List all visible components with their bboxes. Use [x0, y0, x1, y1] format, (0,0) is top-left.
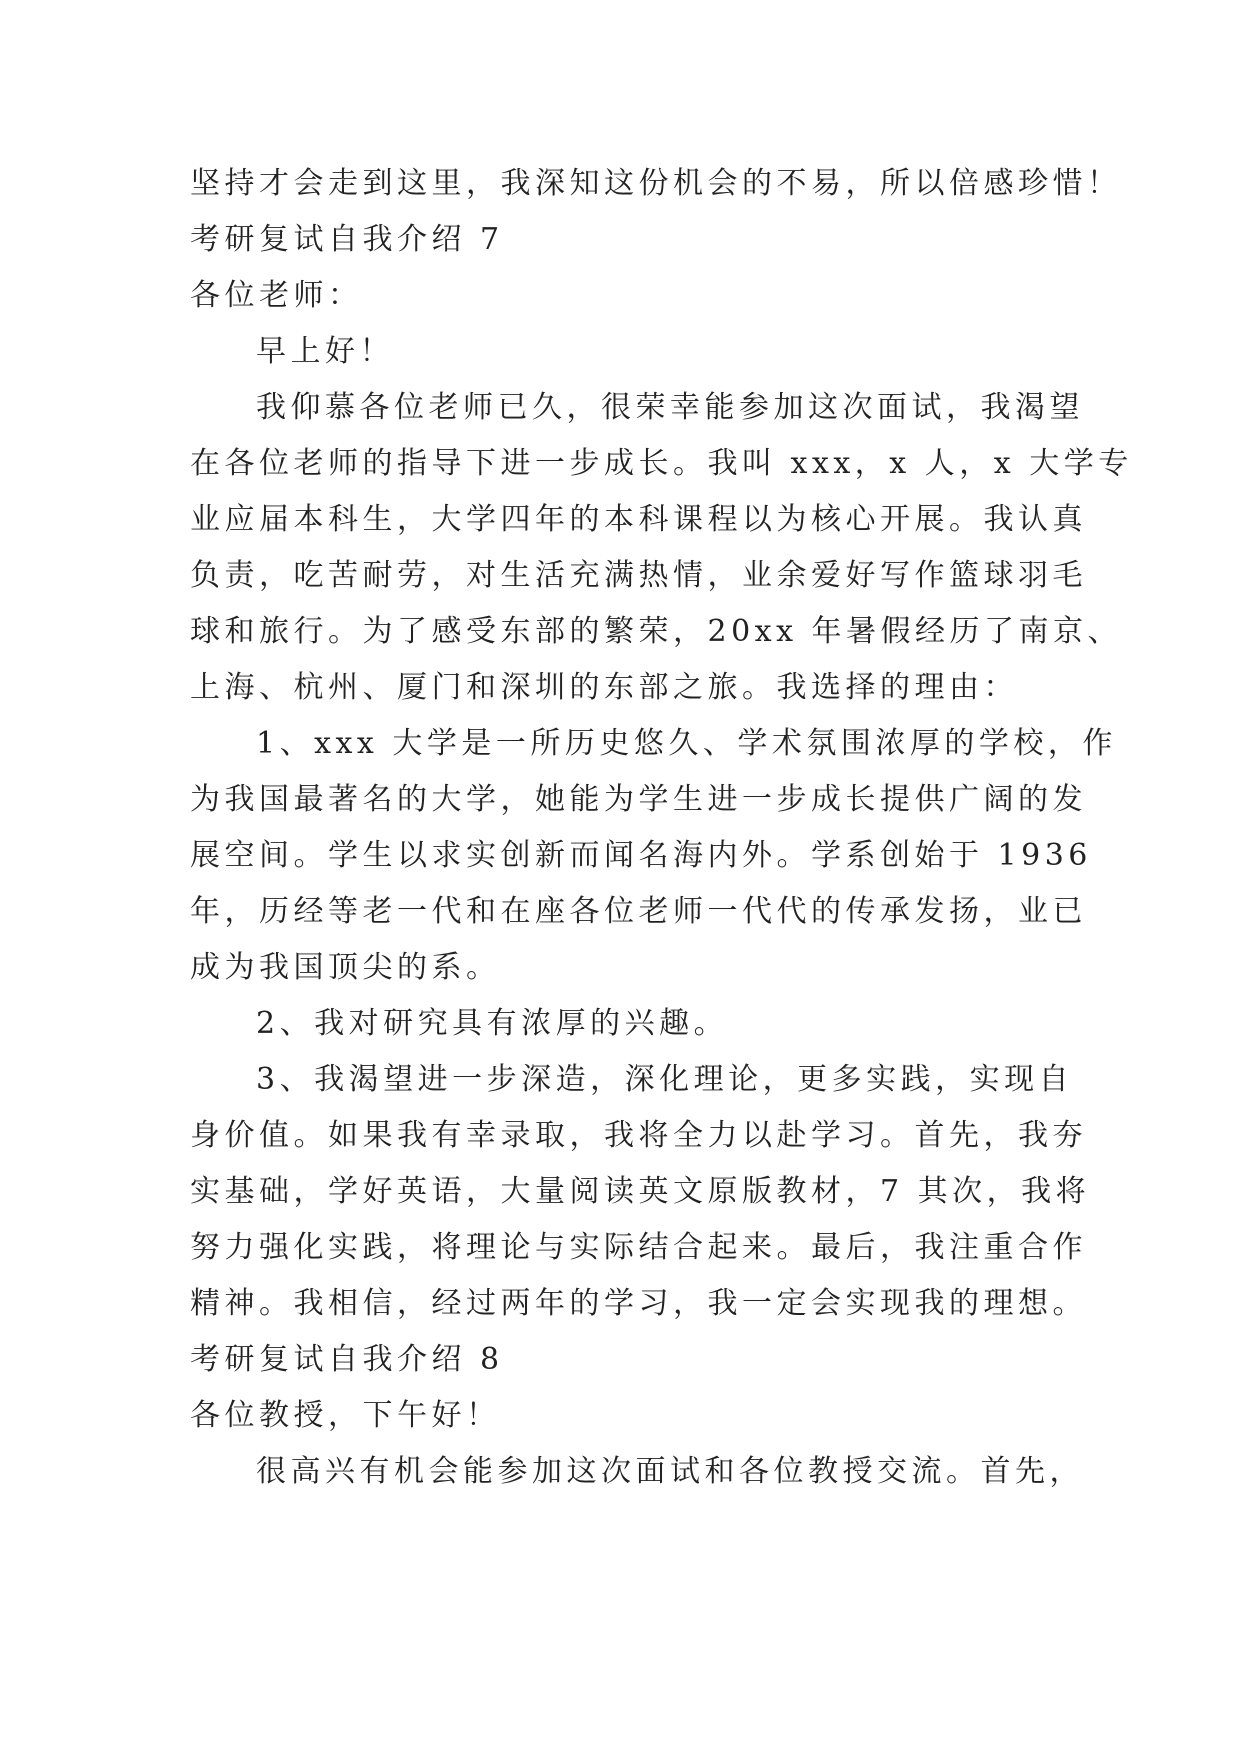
- paragraph-line: 努力强化实践，将理论与实际结合起来。最后，我注重合作: [190, 1230, 1087, 1265]
- paragraph-line: 在各位老师的指导下进一步成长。我叫 xxx，x 人，x 大学专: [190, 446, 1133, 481]
- paragraph-line: 1、xxx 大学是一所历史悠久、学术氛围浓厚的学校，作: [256, 726, 1117, 761]
- paragraph-line: 负责，吃苦耐劳，对生活充满热情，业余爱好写作篮球羽毛: [190, 558, 1087, 593]
- paragraph-line: 球和旅行。为了感受东部的繁荣，20xx 年暑假经历了南京、: [190, 614, 1123, 649]
- paragraph-line: 为我国最著名的大学，她能为学生进一步成长提供广阔的发: [190, 782, 1087, 817]
- greeting: 早上好！: [256, 334, 394, 369]
- paragraph-line: 精神。我相信，经过两年的学习，我一定会实现我的理想。: [190, 1286, 1087, 1321]
- paragraph-line: 3、我渴望进一步深造，深化理论，更多实践，实现自: [256, 1062, 1074, 1097]
- section-heading: 考研复试自我介绍 7: [190, 222, 504, 257]
- salutation: 各位老师：: [190, 278, 363, 313]
- paragraph-line: 展空间。学生以求实创新而闻名海内外。学系创始于 1936: [190, 838, 1092, 873]
- paragraph-line: 身价值。如果我有幸录取，我将全力以赴学习。首先，我夯: [190, 1118, 1087, 1153]
- paragraph-line: 坚持才会走到这里，我深知这份机会的不易，所以倍感珍惜！: [190, 166, 1122, 201]
- paragraph-line: 业应届本科生，大学四年的本科课程以为核心开展。我认真: [190, 502, 1087, 537]
- paragraph-line: 我仰慕各位老师已久，很荣幸能参加这次面试，我渴望: [256, 390, 1084, 425]
- paragraph-line: 2、我对研究具有浓厚的兴趣。: [256, 1006, 729, 1041]
- section-heading: 考研复试自我介绍 8: [190, 1342, 504, 1377]
- salutation: 各位教授，下午好！: [190, 1398, 501, 1433]
- paragraph-line: 年，历经等老一代和在座各位老师一代代的传承发扬，业已: [190, 894, 1087, 929]
- paragraph-line: 实基础，学好英语，大量阅读英文原版教材，7 其次，我将: [190, 1174, 1091, 1209]
- paragraph-line: 很高兴有机会能参加这次面试和各位教授交流。首先，: [256, 1454, 1084, 1489]
- paragraph-line: 成为我国顶尖的系。: [190, 950, 501, 985]
- paragraph-line: 上海、杭州、厦门和深圳的东部之旅。我选择的理由：: [190, 670, 1018, 705]
